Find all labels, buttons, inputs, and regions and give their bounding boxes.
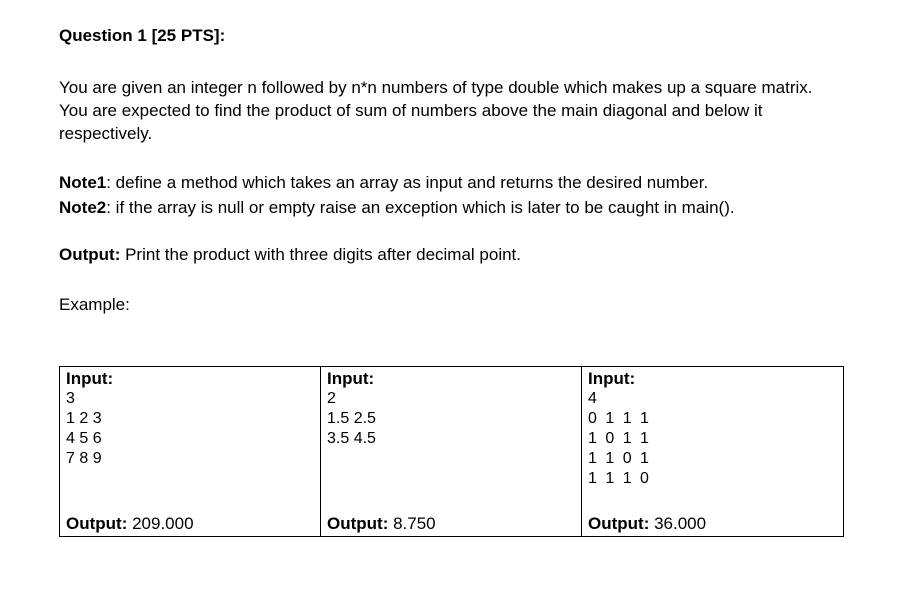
input-line: 1 1 1 0 <box>588 470 651 487</box>
note-2-label: Note2 <box>59 198 107 217</box>
example-cell-2 <box>321 367 582 537</box>
input-line: 0 1 1 1 <box>588 410 651 427</box>
question-title: Question 1 [25 PTS]: <box>59 26 226 45</box>
output-spec-text: Print the product with three digits after decimal point. <box>120 245 522 264</box>
input-line: 1 1 0 1 <box>588 450 651 467</box>
output-label: Output: <box>588 514 650 533</box>
output-spec-label: Output: <box>59 245 121 264</box>
note-1-text: : define a method which takes an array as input and returns the desired number. <box>106 173 709 192</box>
description-line: You are expected to find the product of sum of numbers above the main diagonal and below it <box>59 101 763 120</box>
input-line: 3.5 4.5 <box>327 430 376 447</box>
input-line: 3 <box>66 390 75 407</box>
question-description <box>59 76 859 145</box>
note-1-label: Note1 <box>59 173 107 192</box>
output-value: 36.000 <box>649 514 707 533</box>
input-line: 4 <box>588 390 599 407</box>
input-lines <box>588 389 651 489</box>
input-line: 1 2 3 <box>66 410 102 427</box>
input-label: Input: <box>588 369 636 388</box>
input-line: 1 0 1 1 <box>588 430 651 447</box>
input-lines <box>327 389 376 449</box>
input-line: 1.5 2.5 <box>327 410 376 427</box>
output-spec <box>59 245 521 265</box>
example-label: Example: <box>59 295 130 314</box>
description-line: You are given an integer n followed by n*n numbers of type double which makes up a square matrix. <box>59 78 813 97</box>
output-value: 209.000 <box>127 514 194 533</box>
input-label: Input: <box>327 369 375 388</box>
input-line: 7 8 9 <box>66 450 102 467</box>
input-label: Input: <box>66 369 114 388</box>
note-2 <box>59 198 735 218</box>
output-line <box>327 514 436 534</box>
output-label: Output: <box>66 514 128 533</box>
note-1 <box>59 173 708 193</box>
input-line: 4 5 6 <box>66 430 102 447</box>
input-line: 2 <box>327 390 336 407</box>
input-lines <box>66 389 102 469</box>
note-2-text: : if the array is null or empty raise an exception which is later to be caught in main(). <box>106 198 735 217</box>
output-line <box>66 514 194 534</box>
example-cell-1 <box>60 367 321 537</box>
description-line: respectively. <box>59 124 153 143</box>
output-label: Output: <box>327 514 389 533</box>
examples-table <box>59 366 844 537</box>
example-cell-3 <box>582 367 844 537</box>
output-line <box>588 514 706 534</box>
output-value: 8.750 <box>388 514 436 533</box>
